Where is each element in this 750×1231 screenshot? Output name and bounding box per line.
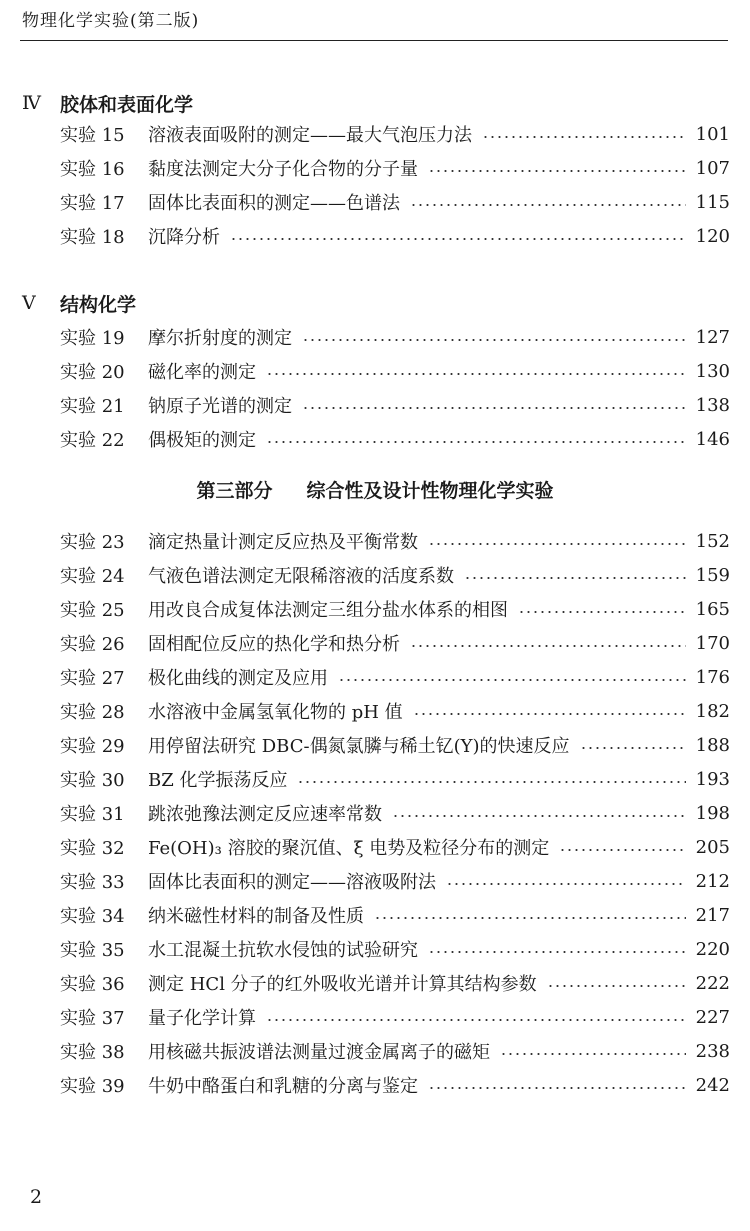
dot-leader bbox=[580, 747, 687, 749]
toc-entry[interactable] bbox=[60, 830, 730, 864]
dot-leader bbox=[428, 951, 686, 953]
entry-page: 217 bbox=[695, 904, 730, 926]
entry-page: 242 bbox=[695, 1074, 730, 1096]
entry-number: 实验 31 bbox=[60, 804, 125, 825]
entry-title: 沉降分析 bbox=[148, 227, 220, 248]
entry-page: 188 bbox=[695, 734, 730, 756]
entry-title: 固体比表面积的测定——色谱法 bbox=[148, 193, 400, 214]
entry-number: 实验 33 bbox=[60, 872, 125, 893]
entry-title: 固相配位反应的热化学和热分析 bbox=[148, 634, 400, 655]
entry-page: 107 bbox=[695, 157, 730, 179]
entry-number: 实验 35 bbox=[60, 940, 125, 961]
entry-title: 测定 HCl 分子的红外吸收光谱并计算其结构参数 bbox=[148, 974, 537, 995]
entry-number: 实验 39 bbox=[60, 1076, 125, 1097]
toc-entry[interactable] bbox=[60, 966, 730, 1000]
entry-title: 偶极矩的测定 bbox=[148, 430, 256, 451]
entry-number: 实验 15 bbox=[60, 125, 125, 146]
entry-page: 198 bbox=[695, 802, 730, 824]
entry-number: 实验 24 bbox=[60, 566, 125, 587]
toc-entry[interactable] bbox=[60, 151, 730, 185]
dot-leader bbox=[302, 407, 686, 409]
entry-page: 130 bbox=[695, 360, 730, 382]
entry-page: 152 bbox=[695, 530, 730, 552]
dot-leader bbox=[374, 917, 686, 919]
entry-number: 实验 21 bbox=[60, 396, 125, 417]
entry-number: 实验 36 bbox=[60, 974, 125, 995]
toc-entry[interactable] bbox=[60, 354, 730, 388]
toc-entry[interactable] bbox=[60, 1034, 730, 1068]
entry-page: 222 bbox=[695, 972, 730, 994]
entry-page: 212 bbox=[695, 870, 730, 892]
toc-entry[interactable] bbox=[60, 660, 730, 694]
dot-leader bbox=[428, 1087, 686, 1089]
dot-leader bbox=[230, 238, 686, 240]
section-title: 结构化学 bbox=[60, 293, 137, 316]
toc-entry[interactable] bbox=[60, 762, 730, 796]
entry-number: 实验 17 bbox=[60, 193, 125, 214]
toc-entry[interactable] bbox=[60, 932, 730, 966]
entry-number: 实验 25 bbox=[60, 600, 125, 621]
entry-page: 238 bbox=[695, 1040, 730, 1062]
entry-title: 用核磁共振波谱法测量过渡金属离子的磁矩 bbox=[148, 1042, 490, 1063]
toc-entry[interactable] bbox=[60, 1068, 730, 1102]
entry-number: 实验 34 bbox=[60, 906, 125, 927]
entry-number: 实验 27 bbox=[60, 668, 125, 689]
dot-leader bbox=[464, 577, 686, 579]
entry-number: 实验 20 bbox=[60, 362, 125, 383]
entry-title: 溶液表面吸附的测定——最大气泡压力法 bbox=[148, 125, 472, 146]
dot-leader bbox=[297, 781, 686, 783]
entry-page: 120 bbox=[695, 225, 730, 247]
entry-number: 实验 30 bbox=[60, 770, 125, 791]
entry-title: Fe(OH)₃ 溶胶的聚沉值、ξ 电势及粒径分布的测定 bbox=[148, 838, 550, 859]
entry-title: 量子化学计算 bbox=[148, 1008, 256, 1029]
entry-page: 138 bbox=[695, 394, 730, 416]
entry-number: 实验 38 bbox=[60, 1042, 125, 1063]
toc-entry[interactable] bbox=[60, 1000, 730, 1034]
dot-leader bbox=[266, 373, 686, 375]
entry-title: 跳浓弛豫法测定反应速率常数 bbox=[148, 804, 382, 825]
toc-entry[interactable] bbox=[60, 219, 730, 253]
dot-leader bbox=[410, 204, 686, 206]
entry-number: 实验 26 bbox=[60, 634, 125, 655]
page-number: 2 bbox=[30, 1186, 43, 1208]
toc-entry[interactable] bbox=[60, 796, 730, 830]
entry-title: 磁化率的测定 bbox=[148, 362, 256, 383]
dot-leader bbox=[559, 849, 686, 851]
entry-page: 159 bbox=[695, 564, 730, 586]
dot-leader bbox=[428, 543, 686, 545]
entry-number: 实验 32 bbox=[60, 838, 125, 859]
entry-page: 193 bbox=[695, 768, 730, 790]
toc-entry[interactable] bbox=[60, 117, 730, 151]
entry-title: 固体比表面积的测定——溶液吸附法 bbox=[148, 872, 436, 893]
dot-leader bbox=[392, 815, 686, 817]
toc-entry[interactable] bbox=[60, 864, 730, 898]
dot-leader bbox=[413, 713, 686, 715]
entry-page: 205 bbox=[695, 836, 730, 858]
dot-leader bbox=[500, 1053, 686, 1055]
dot-leader bbox=[446, 883, 686, 885]
toc-entry[interactable] bbox=[60, 694, 730, 728]
entry-number: 实验 29 bbox=[60, 736, 125, 757]
entry-page: 165 bbox=[695, 598, 730, 620]
toc-entry[interactable] bbox=[60, 728, 730, 762]
entry-page: 127 bbox=[695, 326, 730, 348]
entry-title: 水溶液中金属氢氧化物的 pH 值 bbox=[148, 702, 403, 723]
part-title: 综合性及设计性物理化学实验 bbox=[306, 480, 554, 502]
dot-leader bbox=[410, 645, 686, 647]
dot-leader bbox=[482, 136, 686, 138]
section-heading-v bbox=[22, 288, 136, 318]
entry-title: 滴定热量计测定反应热及平衡常数 bbox=[148, 532, 418, 553]
entry-title: 牛奶中酪蛋白和乳糖的分离与鉴定 bbox=[148, 1076, 418, 1097]
entry-page: 182 bbox=[695, 700, 730, 722]
part-label: 第三部分 bbox=[196, 480, 273, 502]
toc-entry[interactable] bbox=[60, 524, 730, 558]
dot-leader bbox=[266, 1019, 686, 1021]
entry-number: 实验 23 bbox=[60, 532, 125, 553]
entry-number: 实验 22 bbox=[60, 430, 125, 451]
dot-leader bbox=[428, 170, 686, 172]
dot-leader bbox=[338, 679, 686, 681]
entry-title: 钠原子光谱的测定 bbox=[148, 396, 292, 417]
entry-title: BZ 化学振荡反应 bbox=[148, 770, 288, 791]
entry-title: 黏度法测定大分子化合物的分子量 bbox=[148, 159, 418, 180]
running-header: 物理化学实验(第二版) bbox=[22, 11, 200, 31]
section-title: 胶体和表面化学 bbox=[60, 93, 194, 116]
toc-entry[interactable] bbox=[60, 592, 730, 626]
toc-entry[interactable] bbox=[60, 422, 730, 456]
entry-page: 227 bbox=[695, 1006, 730, 1028]
dot-leader bbox=[518, 611, 686, 613]
entry-number: 实验 18 bbox=[60, 227, 125, 248]
entry-title: 水工混凝土抗软水侵蚀的试验研究 bbox=[148, 940, 418, 961]
toc-entry[interactable] bbox=[60, 558, 730, 592]
entry-page: 170 bbox=[695, 632, 730, 654]
toc-entry[interactable] bbox=[60, 626, 730, 660]
dot-leader bbox=[302, 339, 686, 341]
section-heading-iv bbox=[22, 88, 193, 118]
entry-number: 实验 37 bbox=[60, 1008, 125, 1029]
entry-number: 实验 16 bbox=[60, 159, 125, 180]
entry-number: 实验 28 bbox=[60, 702, 125, 723]
entry-page: 176 bbox=[695, 666, 730, 688]
dot-leader bbox=[266, 441, 686, 443]
toc-entry[interactable] bbox=[60, 320, 730, 354]
entry-page: 101 bbox=[695, 123, 730, 145]
entry-page: 146 bbox=[695, 428, 730, 450]
part-heading bbox=[0, 476, 750, 506]
entry-title: 纳米磁性材料的制备及性质 bbox=[148, 906, 364, 927]
entry-title: 气液色谱法测定无限稀溶液的活度系数 bbox=[148, 566, 454, 587]
entry-title: 用停留法研究 DBC-偶氮氯膦与稀土钇(Y)的快速反应 bbox=[148, 736, 570, 757]
entry-title: 用改良合成复体法测定三组分盐水体系的相图 bbox=[148, 600, 508, 621]
section-number: Ⅴ bbox=[22, 292, 36, 314]
header-rule bbox=[20, 40, 728, 41]
toc-entry[interactable] bbox=[60, 185, 730, 219]
entry-page: 115 bbox=[695, 191, 730, 213]
entry-page: 220 bbox=[695, 938, 730, 960]
entry-title: 摩尔折射度的测定 bbox=[148, 328, 292, 349]
toc-entry[interactable] bbox=[60, 898, 730, 932]
entry-number: 实验 19 bbox=[60, 328, 125, 349]
dot-leader bbox=[547, 985, 686, 987]
entry-title: 极化曲线的测定及应用 bbox=[148, 668, 328, 689]
toc-entry[interactable] bbox=[60, 388, 730, 422]
section-number: Ⅳ bbox=[22, 92, 41, 114]
